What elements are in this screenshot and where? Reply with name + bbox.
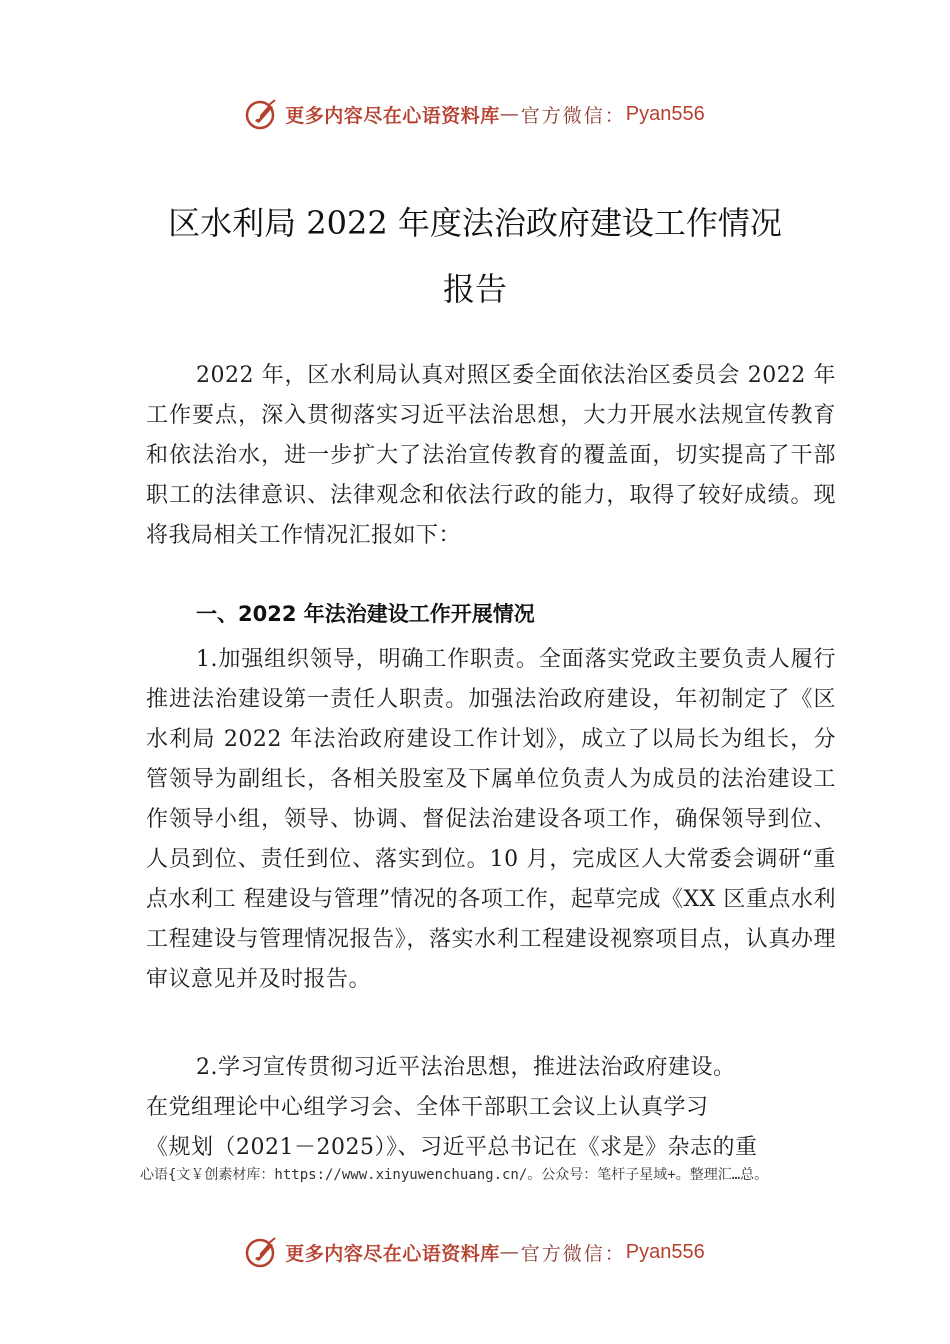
banner-wechat-id: Pyan556 [625,102,705,125]
paragraph-study [146,1048,836,1168]
paragraph-organization: 1.加强组织领导，明确工作职责。全面落实党政主要负责人履行推进法治建设第一责任人职责。加强法治政府建设，年初制定了《区水利局 2022 年法治政府建设工作计划》，成立了以局长为组长，分管领导为副组长，各相关股室及下属单位负责人为成员的法治建设工作领导小组，领导、协调、督促法治建设各项工作，确保领导到位、人员到位、责任到位、落实到位。10 月，完成区人大常委会调研“重点水利工 程建设与管理”情况的各项工作，起草完成《XX 区重点水利工程建设与管理情况报告》，落实水利工程建设视察项目点，认真办理审议意见并及时报告。 [146,647,836,992]
pen-nib-seal-icon [245,1235,279,1269]
banner-dash: — [499,1241,521,1263]
footer-banner [0,1232,950,1272]
section-heading: 一、2022 年法治建设工作开展情况 [196,602,535,626]
banner-dash: — [499,103,521,125]
header-banner [0,94,950,134]
paragraph-study-line1: 2.学习宣传贯彻习近平法治思想，推进法治政府建设。 [196,1055,736,1080]
paragraph-study-line2: 在党组理论中心组学习会、全体干部职工会议上认真学习 [146,1095,709,1120]
footer-note: 心语{文￥创素材库：https://www.xinyuwenchuang.cn/。公众号：笔杆子星域+。整理汇…总。 [140,1167,769,1183]
pen-nib-seal-icon [245,97,279,131]
paragraph-intro: 2022 年，区水利局认真对照区委全面依法治区委员会 2022 年工作要点，深入贯彻落实习近平法治思想，大力开展水法规宣传教育和依法治水，进一步扩大了法治宣传教育的覆盖面，切实提高了干部职工的法律意识、法律观念和依法行政的能力，取得了较好成绩。现将我局相关工作情况汇报如下： [146,363,836,548]
banner-red-text: 更多内容尽在心语资料库 [285,1242,500,1265]
document-title-line1: 区水利局 2022 年度法治政府建设工作情况 [168,204,782,242]
banner-wechat-label: 官方微信： [520,1242,626,1265]
banner-wechat-label: 官方微信： [520,104,626,127]
banner-red-text: 更多内容尽在心语资料库 [285,104,500,127]
paragraph-study-line3: 《规划（2021－2025）》、习近平总书记在《求是》杂志的重 [146,1135,758,1160]
banner-wechat-id: Pyan556 [625,1240,705,1263]
document-title-line2: 报告 [442,270,507,308]
